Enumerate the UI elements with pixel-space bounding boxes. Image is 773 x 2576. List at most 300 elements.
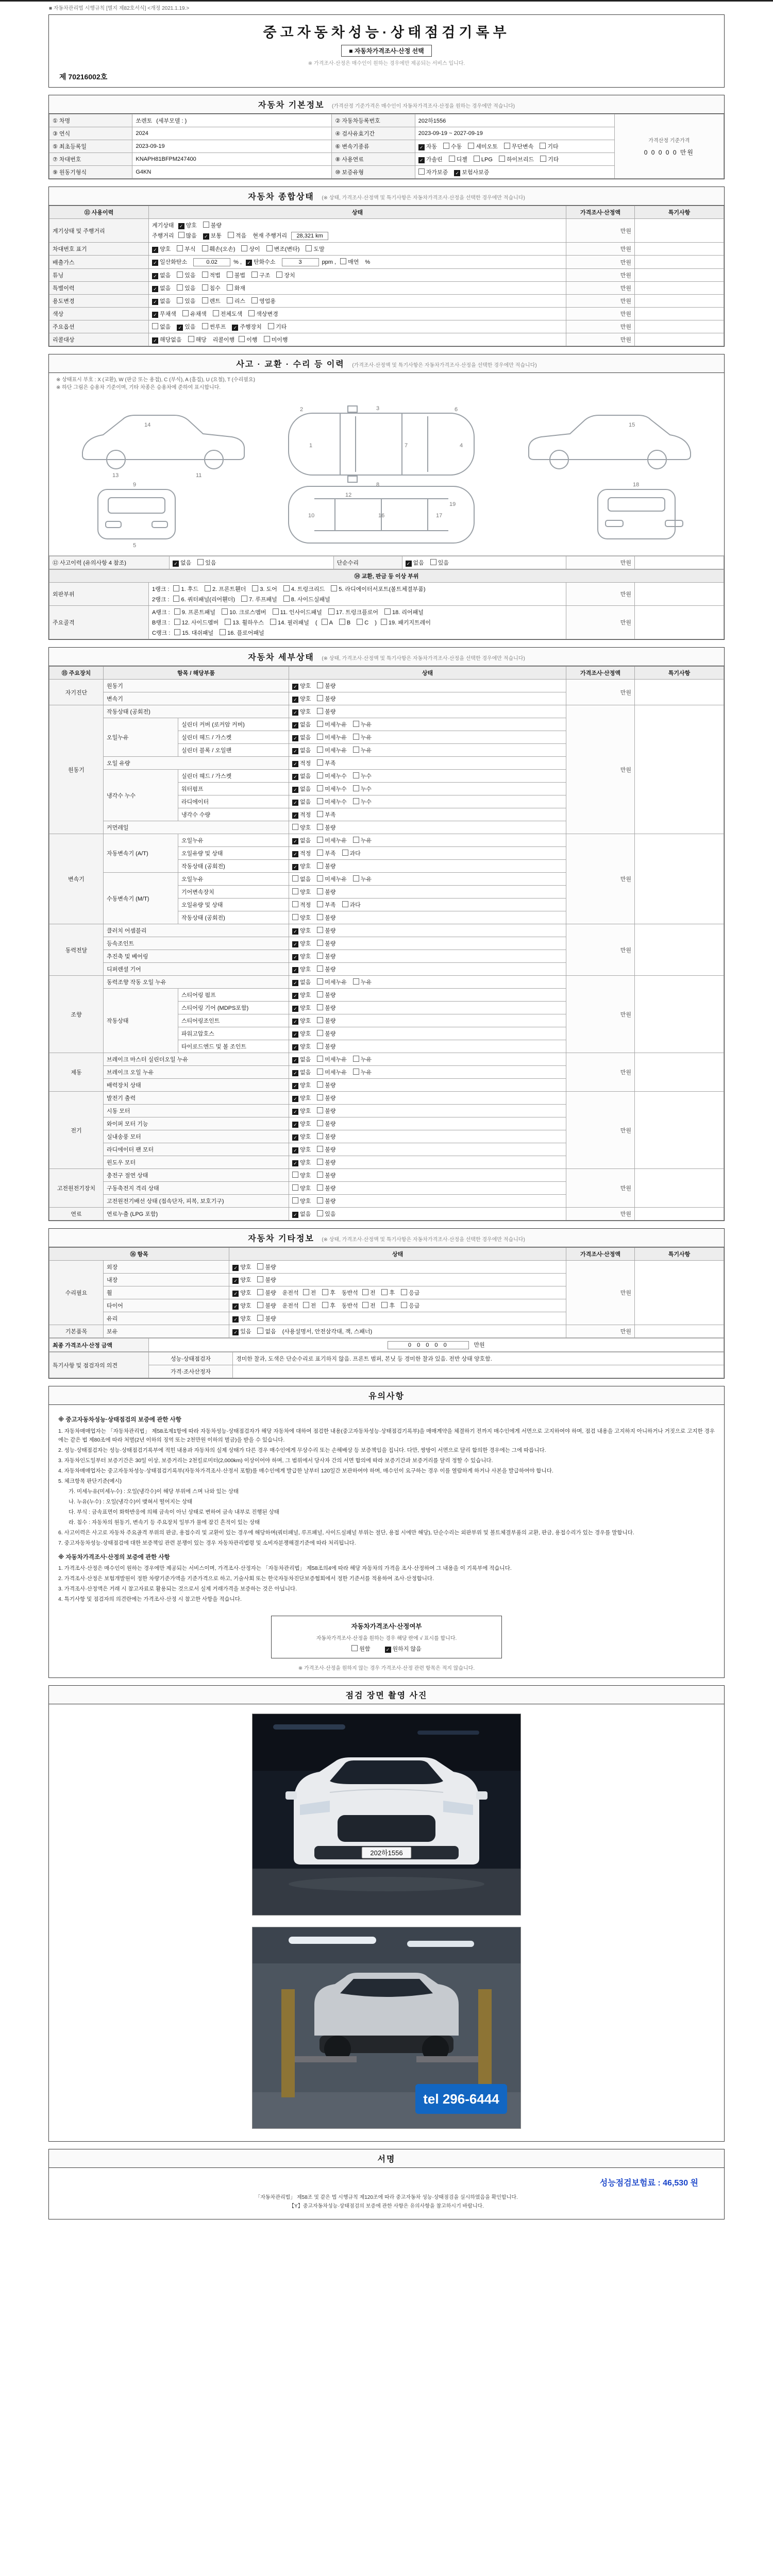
checkbox[interactable]: [203, 221, 222, 229]
checkbox[interactable]: [317, 733, 347, 741]
state-line: [292, 978, 563, 986]
checkbox[interactable]: [292, 785, 311, 793]
checkbox[interactable]: [292, 733, 311, 741]
opinion-header: 특기사항 및 점검자의 의견: [49, 1352, 149, 1378]
device-group-label: 연료: [49, 1208, 104, 1221]
checkbox-label: 2. 프론트휀더: [212, 586, 246, 592]
checkbox[interactable]: [174, 608, 215, 616]
row-label: 리콜대상: [49, 333, 149, 346]
checkbox[interactable]: [468, 142, 498, 150]
checkbox[interactable]: [340, 258, 359, 266]
checkbox[interactable]: [317, 875, 347, 883]
checkbox[interactable]: [188, 335, 207, 344]
checkbox[interactable]: [232, 1289, 251, 1297]
checkbox[interactable]: [317, 836, 347, 844]
state-line: [292, 1184, 563, 1192]
checkbox-box: ✓: [152, 312, 158, 318]
checkbox[interactable]: [504, 142, 534, 150]
checkbox[interactable]: [202, 297, 221, 305]
checkbox[interactable]: [292, 1107, 311, 1115]
checkbox-box: [342, 850, 348, 856]
checkbox-label: 적정: [300, 812, 311, 818]
state-cell: [289, 950, 566, 963]
inline-text: 쏘렌토: [136, 118, 153, 124]
checkbox[interactable]: [246, 258, 276, 266]
checkbox[interactable]: [353, 772, 372, 780]
checkbox-box: [283, 596, 290, 602]
checkbox[interactable]: [454, 168, 489, 176]
other-info-section: [48, 1228, 725, 1379]
checkbox[interactable]: [292, 1184, 311, 1192]
checkbox[interactable]: [264, 335, 288, 344]
checkbox-label: 없음: [300, 1211, 311, 1217]
checkbox-box: ✓: [292, 697, 298, 703]
checkbox[interactable]: [317, 1016, 335, 1025]
checkbox-box: [317, 965, 323, 972]
checkbox[interactable]: [499, 155, 534, 163]
item-label: 냉각수 누수: [104, 770, 178, 821]
checkbox[interactable]: [317, 926, 335, 935]
checkbox-box: [257, 1276, 263, 1282]
note-cell: [635, 556, 724, 569]
checkbox[interactable]: [283, 595, 330, 603]
checkbox-box: [317, 1172, 323, 1178]
checkbox-label: 9. 프론트패널: [181, 609, 216, 616]
checkbox[interactable]: [174, 629, 213, 637]
checkbox[interactable]: [418, 142, 437, 150]
checkbox[interactable]: [177, 323, 195, 331]
checkbox-label: 이행: [246, 337, 258, 343]
checkbox[interactable]: [353, 785, 372, 793]
checkbox[interactable]: [418, 168, 448, 176]
checkbox[interactable]: [449, 155, 467, 163]
checkbox-label: 부식: [184, 246, 196, 252]
checkbox[interactable]: [317, 1210, 335, 1218]
note-cell: [635, 680, 724, 705]
checkbox[interactable]: [292, 1210, 311, 1218]
diagram-number: 4: [460, 443, 463, 449]
checkbox[interactable]: [317, 1094, 335, 1102]
checkbox[interactable]: [292, 798, 311, 806]
checkbox[interactable]: [303, 1289, 316, 1297]
state-cell: [289, 692, 566, 705]
checkbox[interactable]: [317, 1107, 335, 1115]
checkbox[interactable]: [152, 323, 171, 331]
state-line: [152, 323, 563, 331]
checkbox[interactable]: [317, 901, 335, 909]
checkbox[interactable]: [322, 1301, 335, 1310]
opinion-text-inspector: 경미한 찰과, 도색은 단순수리로 표기하지 않음. 프론트 범퍼, 본닛 등 경미한 찰과 있음. 전반 상태 양호함.: [233, 1352, 724, 1365]
checkbox[interactable]: [430, 558, 449, 567]
checkbox[interactable]: [292, 952, 311, 960]
checkbox[interactable]: [317, 682, 335, 690]
checkbox[interactable]: [152, 271, 171, 279]
photos-title-text: 점검 장면 촬영 사진: [345, 1691, 428, 1701]
checkbox[interactable]: [317, 1042, 335, 1050]
checkbox[interactable]: [252, 585, 277, 593]
checkbox[interactable]: [268, 323, 287, 331]
checkbox[interactable]: [232, 323, 262, 331]
checkbox[interactable]: [152, 310, 176, 318]
price-cell: 만원: [566, 219, 635, 243]
checkbox-box: ✓: [292, 928, 298, 935]
checkbox[interactable]: [202, 245, 236, 253]
checkbox[interactable]: [177, 271, 195, 279]
item-label: 시동 모터: [104, 1105, 289, 1117]
checkbox-box: [273, 608, 279, 615]
checkbox[interactable]: [203, 231, 222, 240]
device-group-label: 전기: [49, 1092, 104, 1169]
checkbox[interactable]: [292, 888, 311, 896]
checkbox[interactable]: [232, 1276, 251, 1284]
checkbox[interactable]: [328, 608, 378, 616]
checkbox[interactable]: [292, 978, 311, 986]
checkbox-label: 양호: [300, 941, 311, 947]
checkbox[interactable]: [292, 1132, 311, 1141]
price-cell: 만원: [566, 1325, 635, 1338]
checkbox[interactable]: [225, 618, 264, 626]
checkbox[interactable]: [292, 759, 311, 767]
checkbox[interactable]: [292, 849, 311, 857]
checkbox[interactable]: [317, 1081, 335, 1089]
checkbox[interactable]: [177, 284, 195, 292]
checkbox-box: [362, 1302, 368, 1308]
checkbox[interactable]: [292, 875, 311, 883]
checkbox[interactable]: [362, 1301, 376, 1310]
checkbox[interactable]: [317, 1197, 335, 1205]
checkbox[interactable]: [174, 618, 219, 626]
checkbox[interactable]: [239, 335, 257, 344]
checkbox[interactable]: [353, 1068, 372, 1076]
checkbox[interactable]: [292, 1158, 311, 1166]
checkbox[interactable]: [381, 1301, 395, 1310]
checkbox[interactable]: [257, 1289, 276, 1297]
checkbox[interactable]: [342, 901, 361, 909]
table-row: [49, 680, 724, 692]
checkbox[interactable]: [317, 965, 335, 973]
checkbox[interactable]: [381, 618, 431, 626]
inline-text: KNAPH81BFPM247400: [136, 156, 196, 162]
checkbox[interactable]: [152, 284, 171, 292]
checkbox[interactable]: [222, 608, 266, 616]
checkbox[interactable]: [353, 1055, 372, 1063]
checkbox[interactable]: [322, 1289, 335, 1297]
checkbox[interactable]: [213, 310, 243, 318]
note-cell: [635, 256, 724, 269]
table-row: [49, 1169, 724, 1182]
checkbox[interactable]: [317, 720, 347, 728]
checkbox-box: [292, 875, 298, 882]
checkbox[interactable]: [306, 245, 324, 253]
checkbox[interactable]: [317, 1068, 347, 1076]
checkbox[interactable]: [257, 1314, 276, 1323]
item-label: 타이어: [104, 1299, 229, 1312]
checkbox[interactable]: [177, 297, 195, 305]
checkbox[interactable]: [292, 1042, 311, 1050]
state-line: [152, 297, 563, 305]
checkbox[interactable]: [322, 619, 333, 626]
checkbox[interactable]: [292, 1094, 311, 1102]
checkbox[interactable]: [292, 901, 311, 909]
checkbox[interactable]: [232, 1314, 251, 1323]
checkbox[interactable]: [317, 798, 347, 806]
checkbox[interactable]: [292, 1016, 311, 1025]
checkbox-box: [317, 1069, 323, 1075]
checkbox[interactable]: [353, 875, 372, 883]
checkbox[interactable]: [317, 1145, 335, 1154]
checkbox[interactable]: [292, 862, 311, 870]
checkbox[interactable]: [540, 142, 558, 150]
checkbox[interactable]: [317, 939, 335, 947]
checkbox[interactable]: [292, 1004, 311, 1012]
item-label: 연료누출 (LPG 포함): [104, 1208, 289, 1221]
checkbox[interactable]: [292, 1197, 311, 1205]
checkbox[interactable]: [443, 142, 462, 150]
checkbox[interactable]: [266, 245, 300, 253]
checkbox[interactable]: [357, 619, 368, 626]
checkbox[interactable]: [273, 608, 322, 616]
checkbox[interactable]: [232, 1327, 251, 1335]
checkbox[interactable]: [317, 1171, 335, 1179]
diagram-number: 18: [633, 482, 640, 488]
checkbox[interactable]: [317, 849, 335, 857]
checkbox[interactable]: [270, 618, 309, 626]
checkbox-box: ✓: [292, 838, 298, 844]
checkbox[interactable]: [292, 772, 311, 780]
checkbox[interactable]: [152, 335, 182, 344]
checkbox[interactable]: [292, 939, 311, 947]
checkbox[interactable]: [385, 1645, 422, 1653]
checkbox[interactable]: [418, 155, 443, 163]
checkbox[interactable]: [381, 1289, 395, 1297]
checkbox[interactable]: [257, 1301, 276, 1310]
checkbox-box: [381, 619, 387, 625]
checkbox[interactable]: [173, 585, 198, 593]
checkbox[interactable]: [317, 952, 335, 960]
checkbox[interactable]: [317, 810, 335, 819]
checkbox[interactable]: [257, 1276, 276, 1284]
checkbox[interactable]: [178, 231, 197, 240]
checkbox[interactable]: [292, 720, 311, 728]
checkbox[interactable]: [353, 746, 372, 754]
checkbox[interactable]: [292, 1171, 311, 1179]
state-line: [292, 1171, 563, 1179]
checkbox[interactable]: [362, 1289, 376, 1297]
general-condition-table: [49, 206, 724, 346]
checkbox[interactable]: [351, 1645, 370, 1653]
checkbox[interactable]: [317, 785, 347, 793]
checkbox[interactable]: [292, 810, 311, 819]
checkbox[interactable]: [257, 1263, 276, 1271]
checkbox-box: [227, 272, 233, 278]
note-cell: [635, 1325, 724, 1338]
checkbox[interactable]: [540, 155, 559, 163]
checkbox-box: [317, 927, 323, 933]
checkbox[interactable]: [303, 1301, 316, 1310]
checkbox-label: 없음: [300, 735, 311, 741]
checkbox[interactable]: [152, 258, 187, 266]
basic-info-table: [49, 114, 724, 179]
checkbox-box: [202, 272, 208, 278]
state-line: [292, 1055, 563, 1063]
field-value: [415, 114, 614, 127]
checkbox[interactable]: [241, 595, 277, 603]
checkbox[interactable]: [353, 978, 372, 986]
checkbox-label: 불량: [325, 709, 336, 715]
checkbox[interactable]: [384, 608, 424, 616]
checkbox[interactable]: [292, 1081, 311, 1089]
checkbox[interactable]: [292, 707, 311, 716]
checkbox[interactable]: [276, 271, 295, 279]
checkbox[interactable]: [227, 271, 245, 279]
table-row: [49, 1325, 724, 1338]
checkbox-box: [401, 1302, 407, 1308]
checkbox[interactable]: [292, 823, 311, 832]
row-label: 외판부위: [49, 583, 149, 606]
table-row: [49, 243, 724, 256]
checkbox[interactable]: [317, 1158, 335, 1166]
checkbox[interactable]: [220, 629, 264, 637]
insurance-fee-value: 46,530 원: [663, 2179, 698, 2188]
state-line: [173, 558, 330, 567]
checkbox[interactable]: [317, 1004, 335, 1012]
checkbox-label: 미세누유: [325, 876, 347, 883]
price-cell: 만원: [566, 1261, 635, 1325]
checkbox[interactable]: [248, 310, 278, 318]
note-cell: [635, 1169, 724, 1208]
checkbox[interactable]: [317, 772, 347, 780]
checkbox[interactable]: [317, 888, 335, 896]
checkbox[interactable]: [353, 798, 372, 806]
checkbox[interactable]: [178, 221, 197, 229]
checkbox[interactable]: [353, 733, 372, 741]
checkbox[interactable]: [317, 694, 335, 703]
checkbox[interactable]: [317, 862, 335, 870]
checkbox[interactable]: [152, 297, 171, 305]
checkbox[interactable]: [227, 297, 245, 305]
price-cell: 만원: [566, 606, 635, 639]
checkbox[interactable]: [173, 558, 191, 567]
state-cell: [289, 1169, 566, 1182]
checkbox[interactable]: [317, 1184, 335, 1192]
checkbox[interactable]: [257, 1327, 276, 1335]
checkbox[interactable]: [232, 1301, 251, 1310]
checkbox[interactable]: [227, 284, 245, 292]
checkbox[interactable]: [353, 836, 372, 844]
table-row: [49, 606, 724, 639]
checkbox-box: [252, 585, 258, 591]
checkbox[interactable]: [292, 1068, 311, 1076]
checkbox[interactable]: [251, 297, 276, 305]
checkbox[interactable]: [251, 271, 270, 279]
item-label: 배력장치 상태: [104, 1079, 289, 1092]
checkbox[interactable]: [202, 284, 221, 292]
checkbox[interactable]: [292, 694, 311, 703]
notice-item: 6. 사고이력은 사고로 자동차 주요골격 부위의 판금, 용접수리 및 교환이 있는 경우에 해당하며(쿼터패널, 루프패널, 사이드실패널 부위는 절단, 용접 시에만 해당), 단순수리는 외판부위 및 볼트체결부품의 교환, 판금, 용접수리가 있는 경우를 말합니다.: [58, 1529, 634, 1536]
table-row: [49, 556, 724, 569]
checkbox[interactable]: [292, 836, 311, 844]
checkbox[interactable]: [317, 978, 347, 986]
checkbox-box: ✓: [292, 1134, 298, 1141]
checkbox[interactable]: [177, 245, 195, 253]
checkbox[interactable]: [152, 245, 171, 253]
checkbox[interactable]: [202, 323, 226, 331]
checkbox[interactable]: [202, 271, 221, 279]
checkbox[interactable]: [232, 1263, 251, 1271]
price-cell: 만원: [566, 295, 635, 308]
checkbox[interactable]: [317, 913, 335, 922]
field-label: ⑤ 최초등록일: [49, 140, 132, 153]
state-cell: [289, 976, 566, 989]
checkbox[interactable]: [317, 1132, 335, 1141]
checkbox[interactable]: [401, 1301, 419, 1310]
col-header: 가격조사·산정액: [566, 667, 635, 680]
checkbox[interactable]: [317, 1055, 347, 1063]
checkbox[interactable]: [317, 823, 335, 832]
checkbox[interactable]: [292, 913, 311, 922]
checkbox[interactable]: [331, 585, 425, 593]
inline-text: 동반석: [341, 1290, 358, 1296]
checkbox[interactable]: [205, 585, 246, 593]
state-line: [292, 849, 563, 857]
checkbox[interactable]: [317, 759, 335, 767]
checkbox[interactable]: [292, 1029, 311, 1038]
checkbox[interactable]: [474, 156, 493, 163]
checkbox[interactable]: [241, 245, 260, 253]
checkbox-box: [182, 310, 189, 316]
exchange-repair-table: [49, 569, 724, 639]
checkbox[interactable]: [292, 1120, 311, 1128]
checkbox[interactable]: [317, 746, 347, 754]
checkbox[interactable]: [406, 558, 424, 567]
row-label: 배출가스: [49, 256, 149, 269]
checkbox-label: 변조(변타): [274, 246, 300, 252]
checkbox[interactable]: [292, 682, 311, 690]
checkbox[interactable]: [292, 1055, 311, 1063]
checkbox[interactable]: [339, 619, 350, 626]
checkbox[interactable]: [317, 707, 335, 716]
checkbox-label: 없음: [160, 298, 171, 304]
checkbox[interactable]: [173, 595, 235, 603]
checkbox[interactable]: [353, 720, 372, 728]
checkbox[interactable]: [292, 1145, 311, 1154]
checkbox-label: 양호: [300, 928, 311, 934]
checkbox[interactable]: [292, 991, 311, 999]
checkbox[interactable]: [182, 310, 207, 318]
checkbox-label: 10. 크로스멤버: [229, 609, 266, 616]
state-line: [292, 913, 563, 922]
checkbox[interactable]: [317, 1120, 335, 1128]
checkbox[interactable]: [342, 849, 361, 857]
checkbox[interactable]: [197, 558, 216, 567]
checkbox[interactable]: [292, 926, 311, 935]
checkbox[interactable]: [292, 965, 311, 973]
checkbox[interactable]: [292, 746, 311, 754]
checkbox-box: ✓: [292, 684, 298, 690]
checkbox-box: [292, 901, 298, 907]
diagram-number: 12: [345, 492, 352, 498]
state-line: [152, 284, 563, 292]
price-survey-select-label[interactable]: ■ 자동차가격조사·산정 선택: [341, 45, 431, 57]
checkbox-label: 적정: [300, 851, 311, 857]
checkbox[interactable]: [401, 1289, 419, 1297]
checkbox[interactable]: [317, 991, 335, 999]
checkbox-box: [292, 1184, 298, 1191]
checkbox[interactable]: [283, 585, 325, 593]
checkbox-box: [317, 991, 323, 997]
checkbox[interactable]: [228, 231, 246, 240]
checkbox[interactable]: [317, 1029, 335, 1038]
